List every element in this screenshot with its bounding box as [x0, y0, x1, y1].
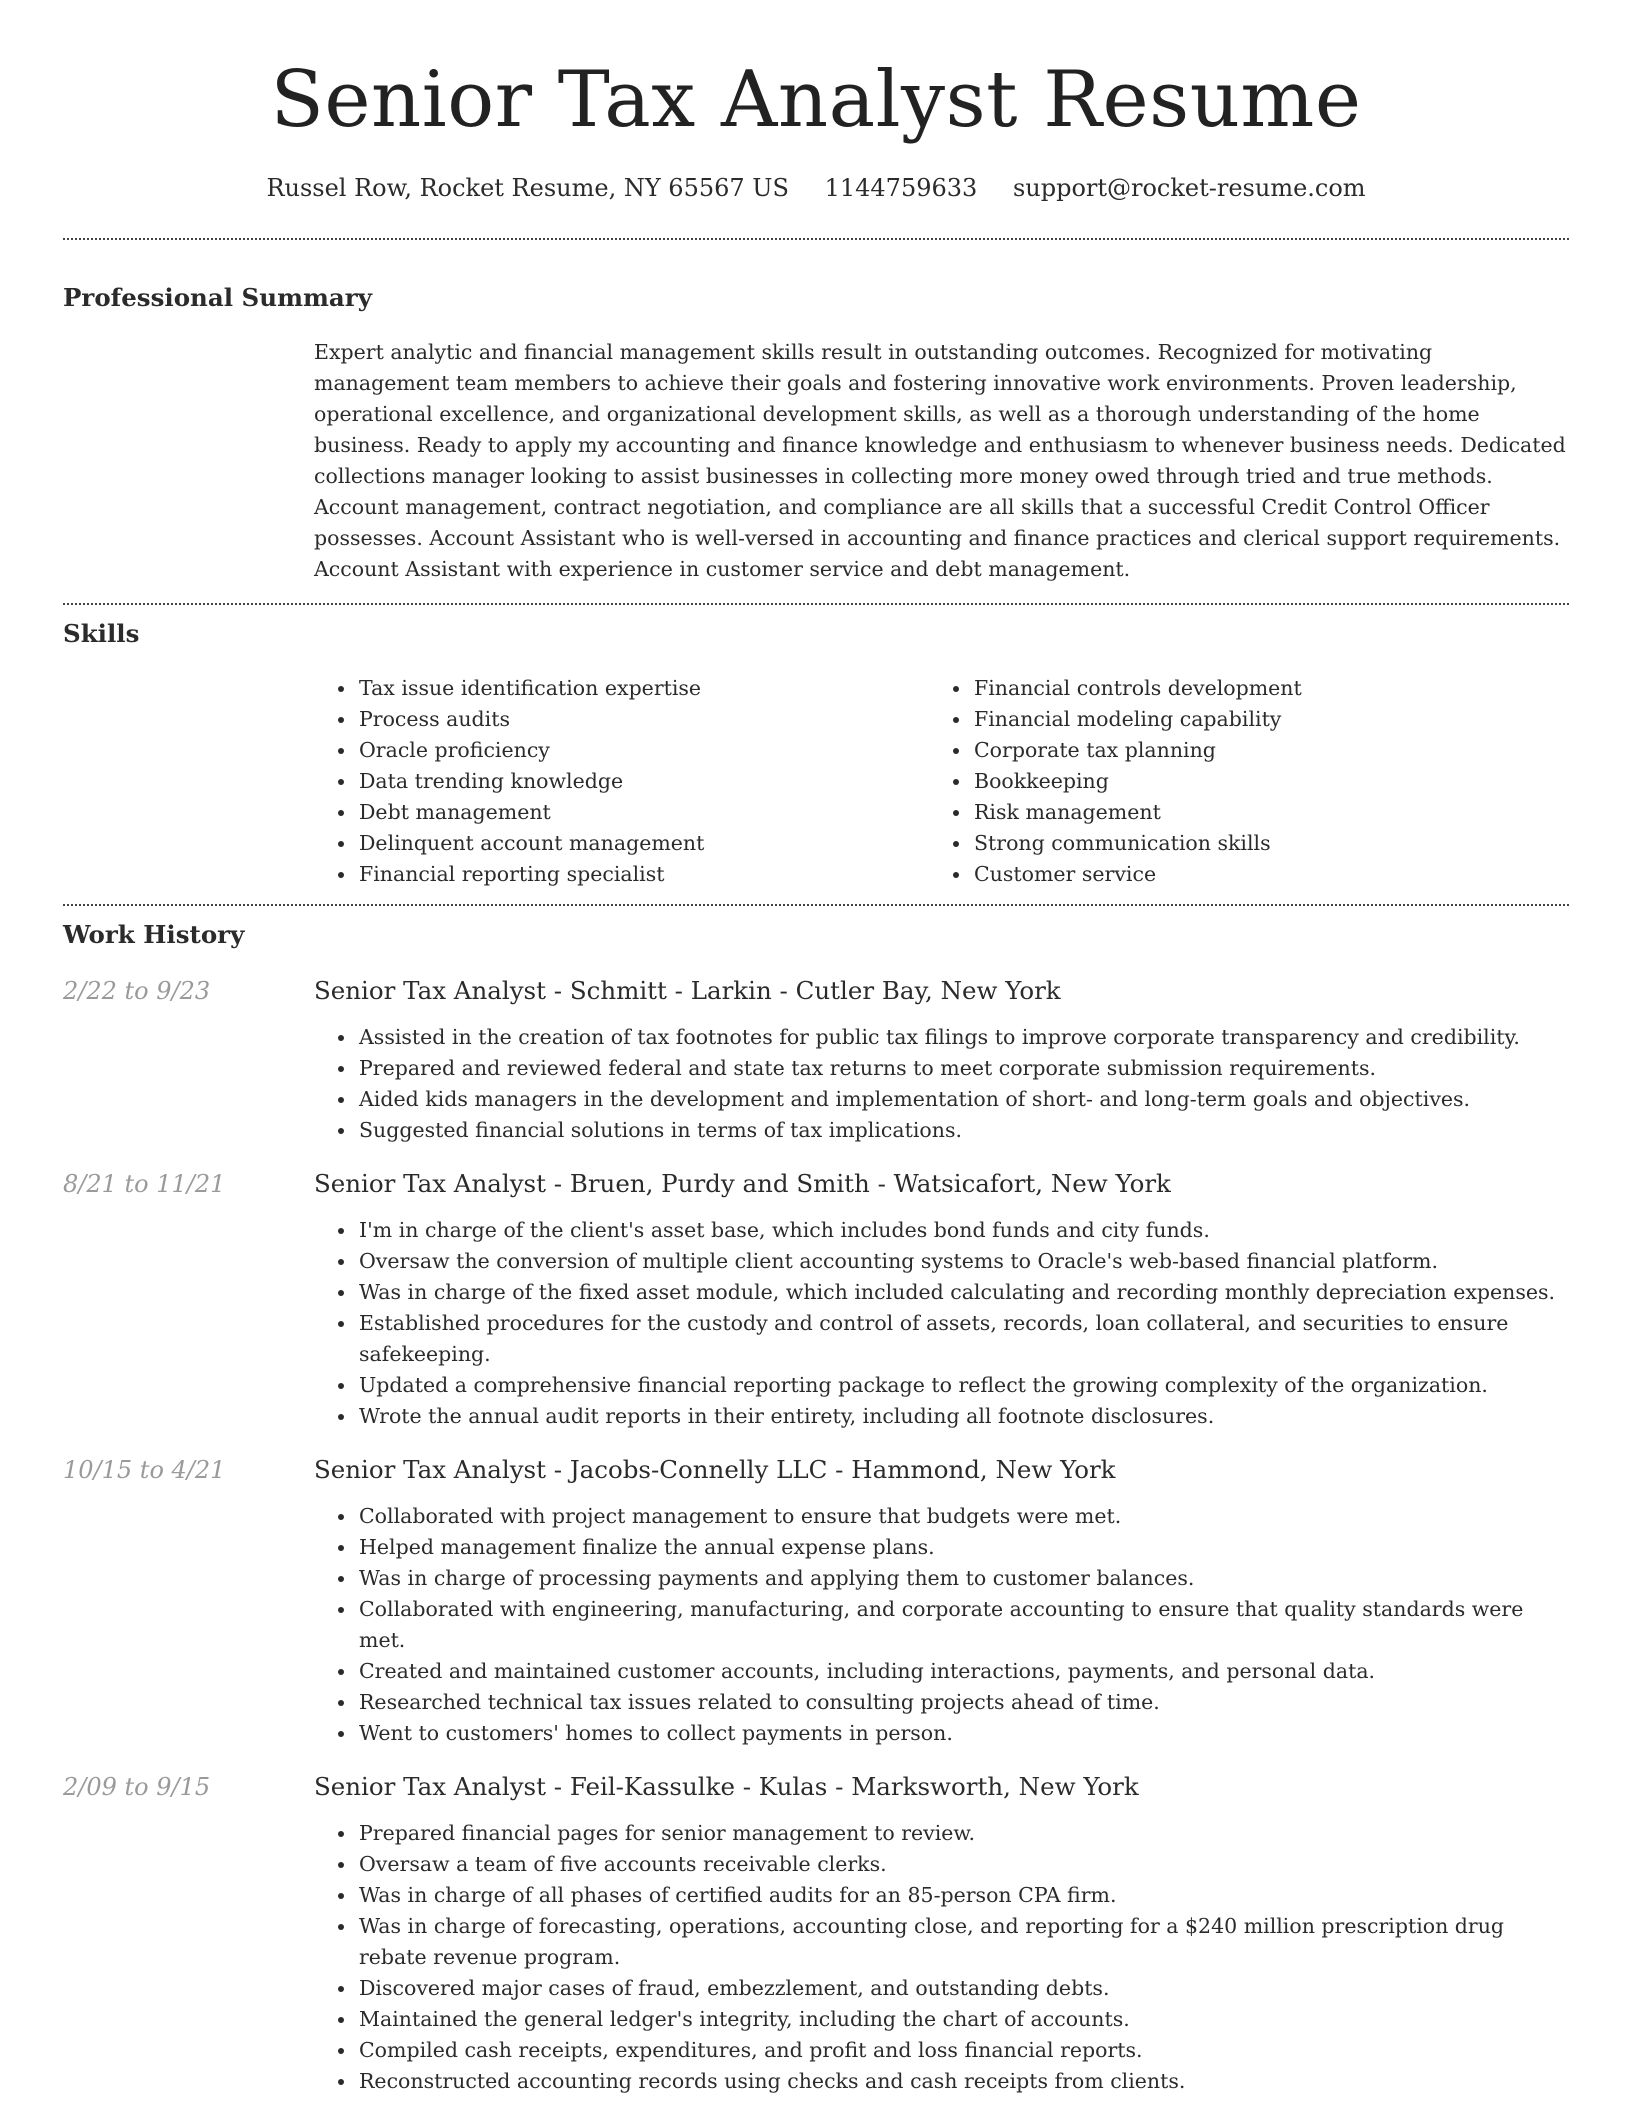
header-divider: [63, 238, 1569, 240]
job-bullet: • Established procedures for the custody and control of assets, records, loan collateral, and securities to ensure safekeeping.: [357, 1308, 1569, 1370]
summary-text: Expert analytic and financial management skills result in outstanding outcomes. Recognized for motivating management team members to achieve their goals and fostering innovative work environments. Proven leadership, operational excellence, and organizational development skills, as well as a thorough understanding of the home business. Ready to apply my accounting and finance knowledge and enthusiasm to whenever business needs. Dedicated collections manager looking to assist businesses in collecting more money owed through tried and true methods. Account management, contract negotiation, and compliance are all skills that a successful Credit Control Officer possesses. Account Assistant who is well-versed in accounting and finance practices and clerical support requirements. Account Assistant with experience in customer service and debt management.: [314, 340, 1566, 581]
job-bullet: • Oversaw a team of five accounts receivable clerks.: [357, 1849, 1569, 1880]
skill-item: • Process audits: [357, 704, 929, 735]
summary-section: [63, 282, 1569, 585]
job-bullet: • Assisted in the creation of tax footnotes for public tax filings to improve corporate transparency and credibility.: [357, 1022, 1569, 1053]
skill-item: • Financial controls development: [972, 673, 1544, 704]
job-bullet: • Prepared financial pages for senior management to review.: [357, 1818, 1569, 1849]
skill-item: • Risk management: [972, 797, 1544, 828]
skills-heading: Skills: [63, 619, 140, 648]
job-heading: Senior Tax Analyst - Jacobs-Connelly LLC - Hammond, New York: [314, 1455, 1116, 1484]
job-bullet: • Was in charge of forecasting, operations, accounting close, and reporting for a $240 million prescription drug rebate revenue program.: [357, 1911, 1569, 1973]
job-bullet: • Aided kids managers in the development and implementation of short- and long-term goals and objectives.: [357, 1084, 1569, 1115]
job-bullets: [314, 1022, 1569, 1146]
job-details: [314, 1454, 1569, 1749]
job-bullets: [314, 1215, 1569, 1432]
contact-line: [63, 172, 1569, 204]
contact-phone: 1144759633: [824, 174, 978, 202]
job-bullet: • Helped management finalize the annual expense plans.: [357, 1532, 1569, 1563]
work-history-section: [63, 919, 1569, 2097]
job-entry: [63, 1454, 1569, 1749]
skill-item: • Oracle proficiency: [357, 735, 929, 766]
skill-item: • Tax issue identification expertise: [357, 673, 929, 704]
skill-item: • Data trending knowledge: [357, 766, 929, 797]
summary-heading: Professional Summary: [63, 283, 372, 312]
skills-list-right: [929, 673, 1544, 890]
job-bullet: • Maintained the general ledger's integrity, including the chart of accounts.: [357, 2004, 1569, 2035]
job-bullet: • Reconstructed accounting records using checks and cash receipts from clients.: [357, 2066, 1569, 2097]
skills-grid: [314, 673, 1569, 890]
job-bullet: • I'm in charge of the client's asset base, which includes bond funds and city funds.: [357, 1215, 1569, 1246]
job-dates: 8/21 to 11/21: [63, 1170, 226, 1198]
job-dates: 2/09 to 9/15: [63, 1773, 211, 1801]
job-dates: 2/22 to 9/23: [63, 977, 211, 1005]
job-bullet: • Suggested financial solutions in terms of tax implications.: [357, 1115, 1569, 1146]
skills-divider: [63, 904, 1569, 906]
job-bullet: • Discovered major cases of fraud, embezzlement, and outstanding debts.: [357, 1973, 1569, 2004]
job-heading: Senior Tax Analyst - Feil-Kassulke - Kulas - Marksworth, New York: [314, 1772, 1139, 1801]
job-heading: Senior Tax Analyst - Bruen, Purdy and Smith - Watsicafort, New York: [314, 1169, 1171, 1198]
job-bullet: • Went to customers' homes to collect payments in person.: [357, 1718, 1569, 1749]
summary-divider: [63, 603, 1569, 605]
job-bullet: • Researched technical tax issues related to consulting projects ahead of time.: [357, 1687, 1569, 1718]
skills-section: [63, 618, 1569, 890]
skills-list-left: [314, 673, 929, 890]
job-details: [314, 1771, 1569, 2097]
job-bullet: • Wrote the annual audit reports in their entirety, including all footnote disclosures.: [357, 1401, 1569, 1432]
job-bullets: [314, 1818, 1569, 2097]
job-details: [314, 975, 1569, 1146]
skill-item: • Delinquent account management: [357, 828, 929, 859]
job-entry: [63, 1771, 1569, 2097]
job-bullet: • Compiled cash receipts, expenditures, and profit and loss financial reports.: [357, 2035, 1569, 2066]
job-dates: 10/15 to 4/21: [63, 1456, 226, 1484]
job-bullet: • Collaborated with project management to ensure that budgets were met.: [357, 1501, 1569, 1532]
job-heading: Senior Tax Analyst - Schmitt - Larkin - Cutler Bay, New York: [314, 976, 1061, 1005]
job-entry: [63, 975, 1569, 1146]
job-bullet: • Was in charge of the fixed asset module, which included calculating and recording monthly depreciation expenses.: [357, 1277, 1569, 1308]
job-details: [314, 1168, 1569, 1432]
contact-address: Russel Row, Rocket Resume, NY 65567 US: [266, 174, 789, 202]
job-bullet: • Prepared and reviewed federal and state tax returns to meet corporate submission requirements.: [357, 1053, 1569, 1084]
job-bullets: [314, 1501, 1569, 1749]
job-bullet: • Oversaw the conversion of multiple client accounting systems to Oracle's web-based financial platform.: [357, 1246, 1569, 1277]
job-bullet: • Was in charge of all phases of certified audits for an 85-person CPA firm.: [357, 1880, 1569, 1911]
resume-title: Senior Tax Analyst Resume: [270, 55, 1362, 145]
skill-item: • Debt management: [357, 797, 929, 828]
skill-item: • Financial modeling capability: [972, 704, 1544, 735]
job-bullet: • Collaborated with engineering, manufacturing, and corporate accounting to ensure that quality standards were met.: [357, 1594, 1569, 1656]
skill-item: • Financial reporting specialist: [357, 859, 929, 890]
work-history-heading: Work History: [63, 920, 245, 949]
skill-item: • Corporate tax planning: [972, 735, 1544, 766]
skill-item: • Strong communication skills: [972, 828, 1544, 859]
job-bullet: • Was in charge of processing payments and applying them to customer balances.: [357, 1563, 1569, 1594]
job-entry: [63, 1168, 1569, 1432]
skill-item: • Customer service: [972, 859, 1544, 890]
contact-email: support@rocket-resume.com: [1012, 174, 1366, 202]
job-bullet: • Updated a comprehensive financial reporting package to reflect the growing complexity of the organization.: [357, 1370, 1569, 1401]
skill-item: • Bookkeeping: [972, 766, 1544, 797]
job-bullet: • Created and maintained customer accounts, including interactions, payments, and personal data.: [357, 1656, 1569, 1687]
